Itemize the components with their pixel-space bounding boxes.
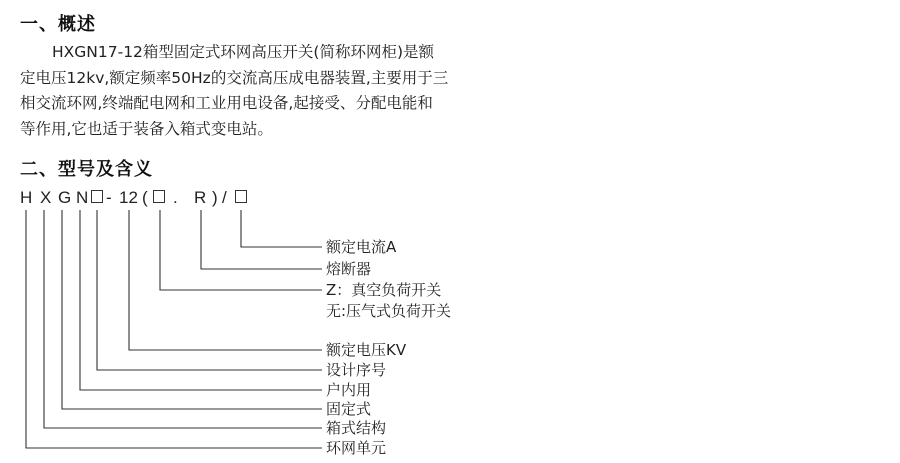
paragraph-line: 相交流环网,终端配电网和工业用电设备,起接受、分配电能和 — [20, 94, 433, 112]
label-box-structure: 箱式结构 — [326, 419, 387, 437]
leader-box-structure — [44, 210, 322, 428]
code-char-dash: - — [106, 188, 112, 207]
label-design-serial: 设计序号 — [326, 361, 387, 379]
code-char-g: G — [58, 188, 72, 207]
paragraph-line: 定电压12kv,额定频率50Hz的交流高压成电器装置,主要用于三 — [20, 68, 449, 87]
paragraph-line: HXGN17-12箱型固定式环网高压开关(简称环网柜)是额 — [52, 43, 435, 61]
leader-fuse — [201, 210, 322, 269]
code-voltage: 12 — [119, 188, 138, 207]
code-char-x: X — [40, 188, 52, 207]
code-paren-close: ) — [212, 188, 218, 207]
paragraph-line: 等作用,它也适于装备入箱式变电站。 — [20, 119, 273, 138]
label-rated-voltage: 额定电压KV — [326, 341, 407, 359]
label-fixed-type: 固定式 — [326, 400, 372, 418]
code-char-n: N — [76, 188, 89, 207]
label-gas-switch: 无:压气式负荷开关 — [326, 302, 452, 320]
section-title-model-meaning: 二、型号及含义 — [20, 159, 153, 180]
label-indoor: 户内用 — [326, 381, 372, 399]
code-dot: . — [173, 188, 178, 207]
label-rated-current: 额定电流A — [326, 238, 397, 256]
label-fuse: 熔断器 — [326, 260, 372, 278]
leader-rated-voltage — [129, 210, 322, 350]
code-slash: / — [222, 188, 227, 207]
leader-rated-current — [241, 210, 322, 247]
label-z-vacuum-switch: Z：真空负荷开关 — [326, 281, 442, 299]
leader-ring-unit — [26, 210, 322, 448]
code-char-h: H — [20, 188, 33, 207]
section-title-overview: 一、概述 — [20, 14, 96, 35]
code-char-r: R — [194, 188, 207, 207]
leader-fixed — [62, 210, 322, 409]
code-paren-open: ( — [142, 188, 148, 207]
label-ring-unit: 环网单元 — [326, 439, 387, 457]
